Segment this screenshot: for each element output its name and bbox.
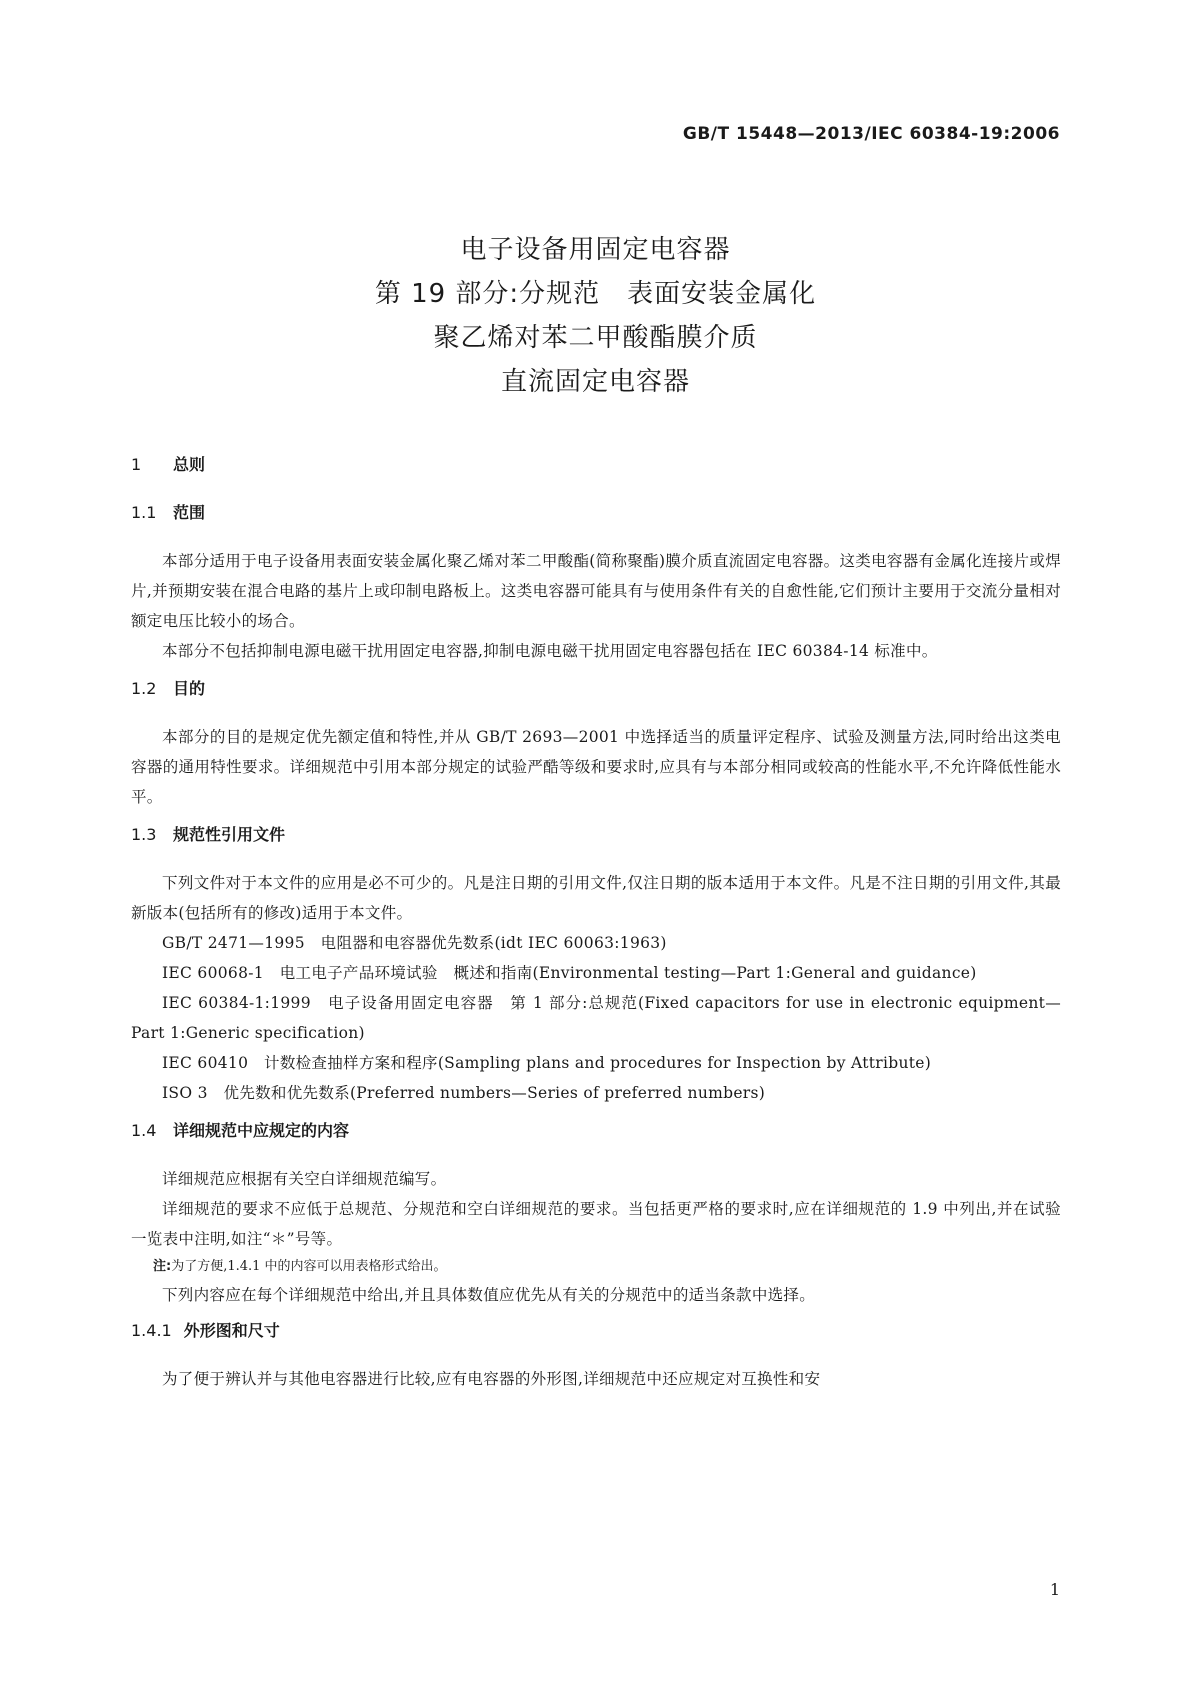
title-line-3: 聚乙烯对苯二甲酸酯膜介质 (433, 323, 758, 353)
section-number: 1.4 (131, 1121, 157, 1140)
note (131, 1254, 1061, 1280)
section-title: 规范性引用文件 (173, 825, 286, 844)
section-number: 1.3 (131, 825, 157, 844)
paragraph: 详细规范的要求不应低于总规范、分规范和空白详细规范的要求。当包括更严格的要求时,应在详细规范的 1.9 中列出,并在试验一览表中注明,如注“＊”号等。 (131, 1200, 1061, 1248)
section-1-2-heading (131, 676, 1061, 702)
paragraph: 本部分的目的是规定优先额定值和特性,并从 GB/T 2693—2001 中选择适当的质量评定程序、试验及测量方法,同时给出这类电容器的通用特性要求。详细规范中引用本部分规定的试验严酷等级和要求时,应具有与本部分相同或较高的性能水平,不允许降低性能水平。 (131, 728, 1061, 806)
document-title (0, 228, 1191, 404)
standard-code: GB/T 15448—2013/IEC 60384-19:2006 (682, 124, 1060, 144)
section-title: 范围 (173, 503, 206, 522)
reference-item: IEC 60410 计数检查抽样方案和程序(Sampling plans and procedures for Inspection by Attribute) (162, 1054, 932, 1072)
note-text: 为了方便,1.4.1 中的内容可以用表格形式给出。 (171, 1259, 447, 1274)
reference-item: ISO 3 优先数和优先数系(Preferred numbers—Series of preferred numbers) (162, 1084, 766, 1102)
section-1-3-heading (131, 822, 1061, 848)
document-body (131, 452, 1061, 1394)
section-title: 总则 (173, 455, 206, 474)
reference-item: IEC 60384-1:1999 电子设备用固定电容器 第 1 部分:总规范(Fixed capacitors for use in electronic equipment—Part 1:Generic specification) (131, 994, 1061, 1042)
section-number: 1.4.1 (131, 1321, 172, 1340)
section-1-4-1-heading (131, 1318, 1061, 1344)
section-number: 1 (131, 455, 142, 474)
paragraph: 本部分适用于电子设备用表面安装金属化聚乙烯对苯二甲酸酯(简称聚酯)膜介质直流固定电容器。这类电容器有金属化连接片或焊片,并预期安装在混合电路的基片上或印制电路板上。这类电容器可能具有与使用条件有关的自愈性能,它们预计主要用于交流分量相对额定电压比较小的场合。 (131, 552, 1061, 630)
section-1-4-heading (131, 1118, 1061, 1144)
title-line-1: 电子设备用固定电容器 (460, 235, 731, 265)
section-title: 详细规范中应规定的内容 (173, 1121, 350, 1140)
page-number: 1 (1049, 1580, 1060, 1599)
paragraph: 为了便于辨认并与其他电容器进行比较,应有电容器的外形图,详细规范中还应规定对互换性和安 (162, 1370, 821, 1388)
title-line-2: 第 19 部分:分规范 表面安装金属化 (374, 279, 817, 309)
reference-item: IEC 60068-1 电工电子产品环境试验 概述和指南(Environmental testing—Part 1:General and guidance) (162, 964, 977, 982)
section-1-heading (131, 452, 1061, 478)
paragraph: 下列文件对于本文件的应用是必不可少的。凡是注日期的引用文件,仅注日期的版本适用于本文件。凡是不注日期的引用文件,其最新版本(包括所有的修改)适用于本文件。 (131, 874, 1061, 922)
note-label: 注: (153, 1259, 172, 1274)
title-line-4: 直流固定电容器 (500, 367, 690, 397)
section-number: 1.1 (131, 503, 157, 522)
reference-item: GB/T 2471—1995 电阻器和电容器优先数系(idt IEC 60063:1963) (162, 934, 667, 952)
paragraph: 详细规范应根据有关空白详细规范编写。 (162, 1170, 447, 1188)
section-number: 1.2 (131, 679, 157, 698)
paragraph: 本部分不包括抑制电源电磁干扰用固定电容器,抑制电源电磁干扰用固定电容器包括在 IEC 60384-14 标准中。 (162, 642, 938, 660)
section-title: 外形图和尺寸 (183, 1321, 280, 1340)
section-1-1-heading (131, 500, 1061, 526)
paragraph: 下列内容应在每个详细规范中给出,并且具体数值应优先从有关的分规范中的适当条款中选择。 (162, 1286, 816, 1304)
section-title: 目的 (173, 679, 206, 698)
